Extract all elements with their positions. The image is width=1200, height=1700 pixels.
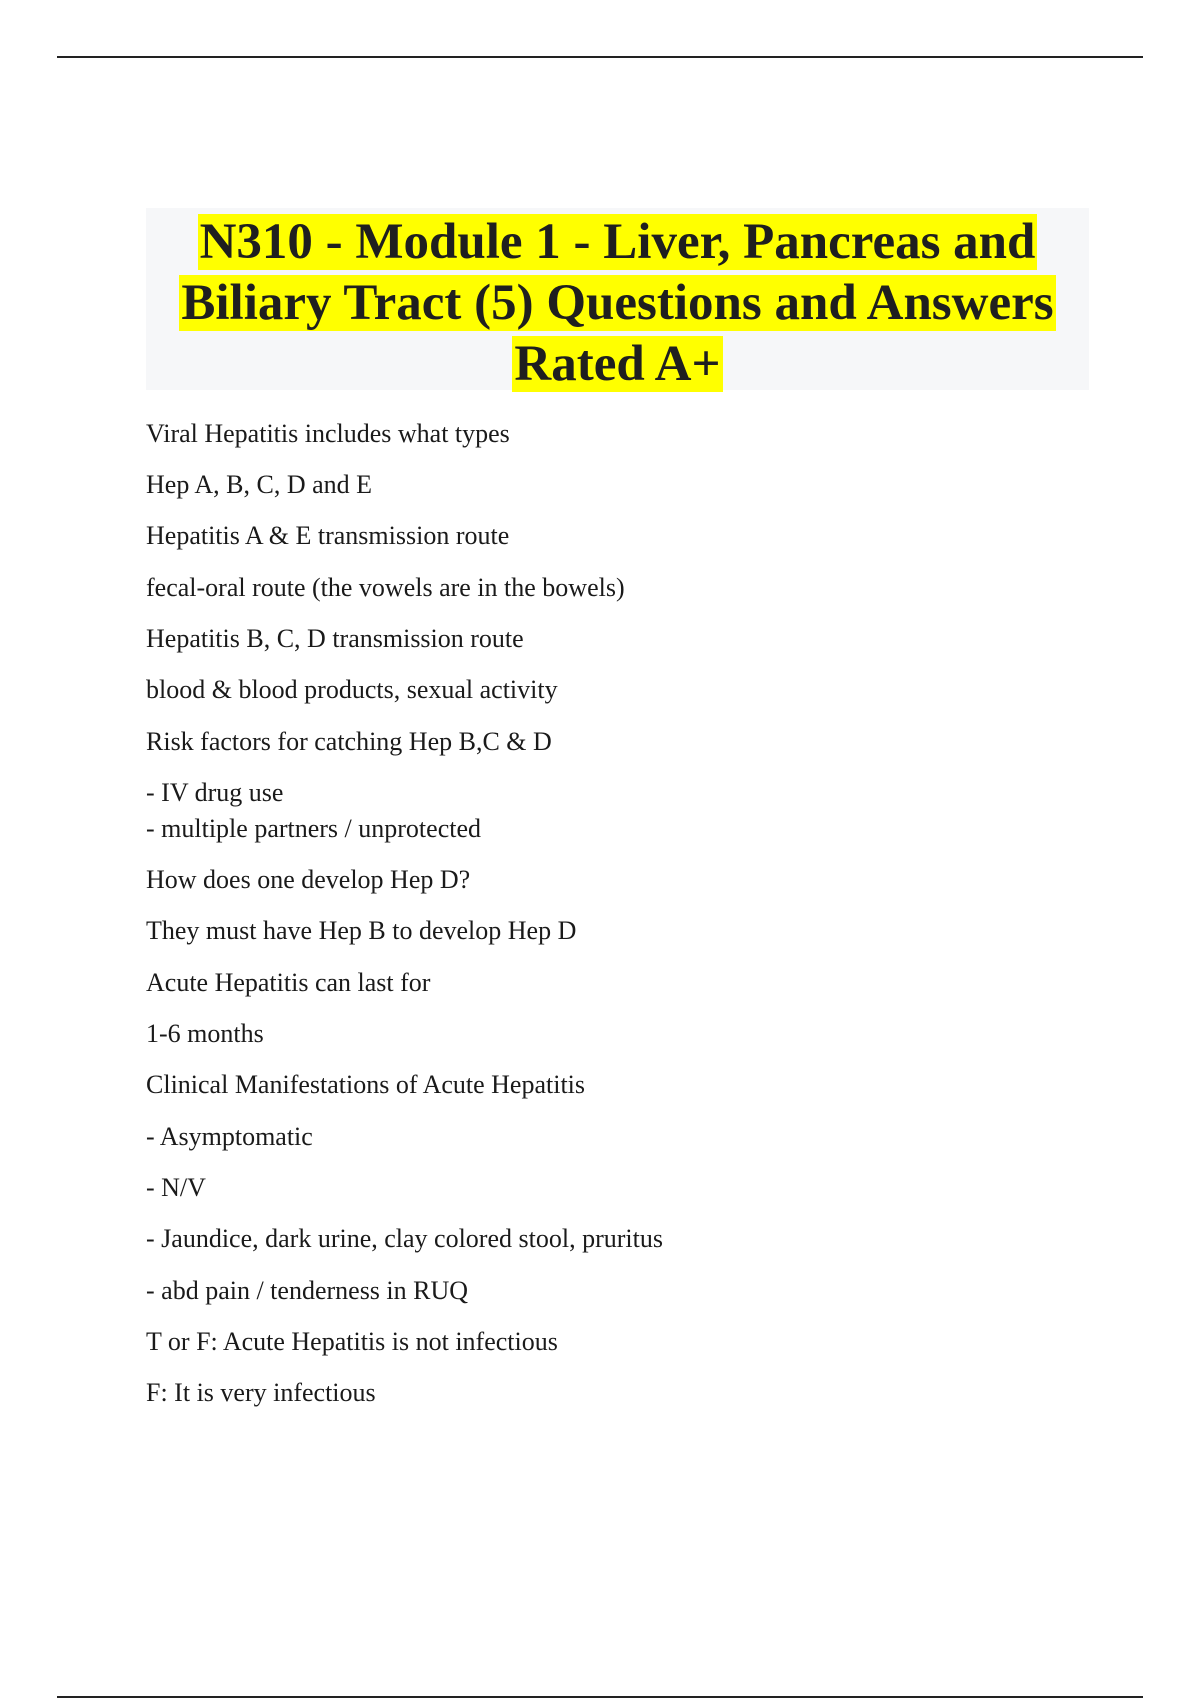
bottom-rule — [57, 1696, 1143, 1698]
title-line-1 — [146, 212, 1089, 273]
question-line: Hepatitis B, C, D transmission route — [146, 624, 524, 653]
qa-content — [146, 416, 1046, 1411]
answer-line: F: It is very infectious — [146, 1378, 376, 1407]
title-text-1: N310 - Module 1 - Liver, Pancreas and — [199, 214, 1036, 270]
question-line: How does one develop Hep D? — [146, 865, 471, 894]
answer-line: - abd pain / tenderness in RUQ — [146, 1276, 469, 1305]
question-line: Clinical Manifestations of Acute Hepatitis — [146, 1070, 586, 1099]
answer-line: They must have Hep B to develop Hep D — [146, 916, 577, 945]
question-line: Risk factors for catching Hep B,C & D — [146, 727, 552, 756]
answer-line: blood & blood products, sexual activity — [146, 675, 558, 704]
answer-line: - N/V — [146, 1173, 206, 1202]
title-text-3: Rated A+ — [514, 336, 721, 392]
question-line: T or F: Acute Hepatitis is not infectious — [146, 1327, 558, 1356]
answer-line: - Jaundice, dark urine, clay colored stool, pruritus — [146, 1224, 663, 1253]
answer-line: - Asymptomatic — [146, 1122, 313, 1151]
answer-line: - IV drug use — [146, 778, 284, 807]
answer-line: fecal-oral route (the vowels are in the bowels) — [146, 573, 625, 602]
title-line-3 — [146, 334, 1089, 395]
title-block — [146, 208, 1089, 390]
answer-line: Hep A, B, C, D and E — [146, 470, 373, 499]
question-line: Acute Hepatitis can last for — [146, 968, 431, 997]
answer-line: 1-6 months — [146, 1019, 264, 1048]
title-line-2 — [146, 273, 1089, 334]
title-text-2: Biliary Tract (5) Questions and Answers — [181, 275, 1054, 331]
question-line: Viral Hepatitis includes what types — [146, 419, 510, 448]
top-rule — [57, 56, 1143, 58]
question-line: Hepatitis A & E transmission route — [146, 521, 510, 550]
answer-line: - multiple partners / unprotected — [146, 814, 482, 843]
